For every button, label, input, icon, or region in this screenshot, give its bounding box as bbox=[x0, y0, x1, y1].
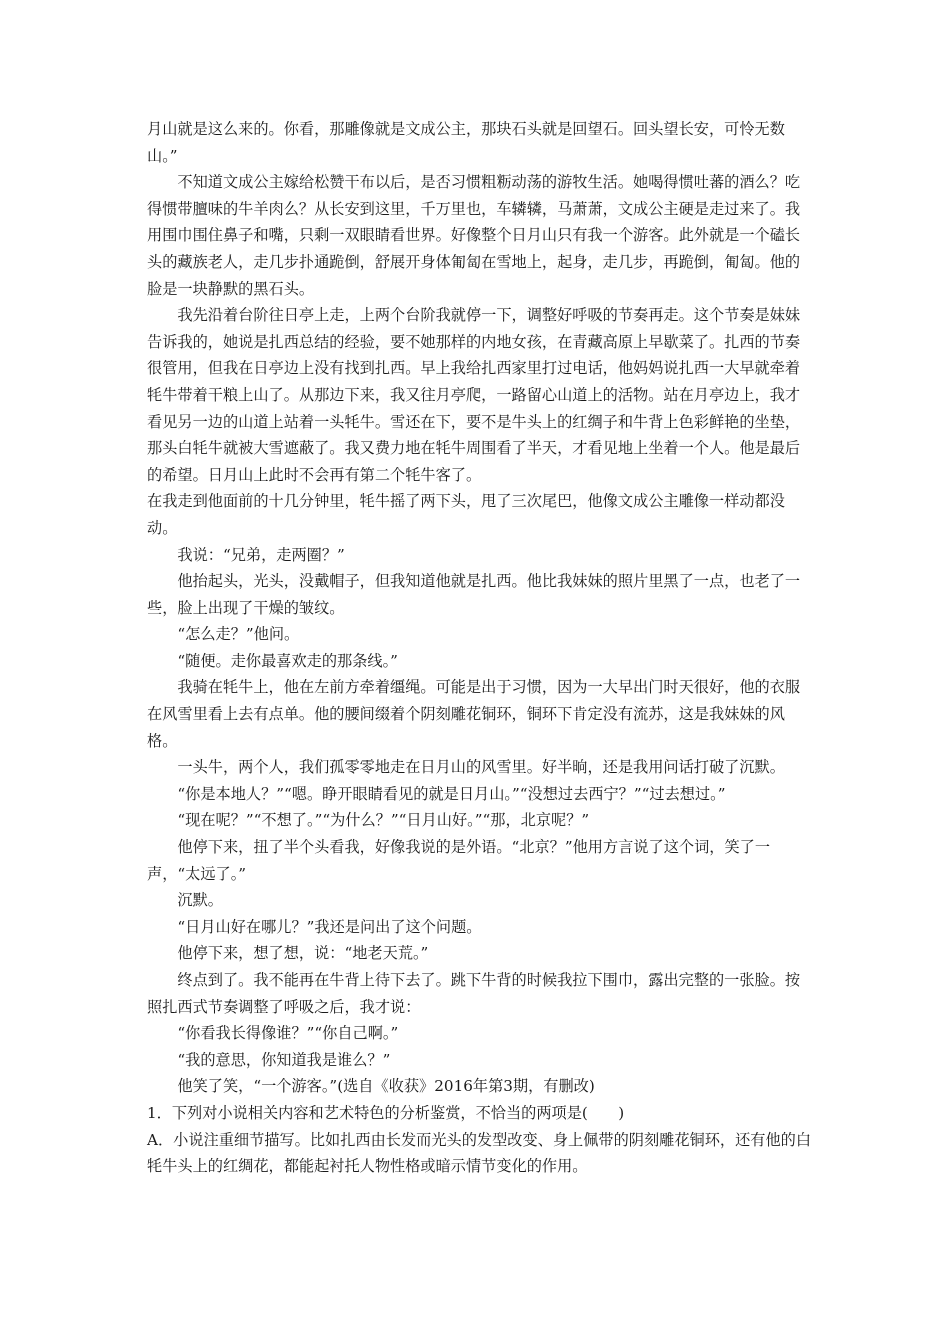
paragraph: “日月山好在哪儿？”我还是问出了这个问题。 bbox=[177, 917, 482, 936]
paragraph: 他停下来，想了想，说：“地老天荒。” bbox=[177, 944, 429, 963]
paragraph: 他停下来，扭了半个头看我，好像我说的是外语。“北京？”他用方言说了这个词，笑了一声，“太远了。” bbox=[147, 838, 771, 883]
paragraph: 沉默。 bbox=[177, 891, 223, 910]
answer-option-a: A．小说注重细节描写。比如扎西由长发而光头的发型改变、身上佩带的阴刻雕花铜环，还有他的白牦牛头上的红绸花，都能起衬托人物性格或暗示情节变化的作用。 bbox=[147, 1130, 812, 1176]
paragraph: 我说：“兄弟，走两圈？” bbox=[177, 545, 345, 564]
paragraph: 我先沿着台阶往日亭上走，上两个台阶我就停一下，调整好呼吸的节奏再走。这个节奏是妹妹告诉我的，她说是扎西总结的经验，要不她那样的内地女孩，在青藏高原上早歇菜了。扎西的节奏很管用，但我在日亭边上没有找到扎西。早上我给扎西家里打过电话，他妈妈说扎西一大早就牵着牦牛带着干粮上山了。从那边下来，我又往月亭爬，一路留心山道上的活物。站在月亭边上，我才看见另一边的山道上站着一头牦牛。雪还在下，要不是牛头上的红绸子和牛背上色彩鲜艳的坐垫，那头白牦牛就被大雪遮蔽了。我又费力地在牦牛周围看了半天，才看见地上坐着一个人。他是最后的希望。日月山上此时不会再有第二个牦牛客了。 bbox=[147, 306, 801, 484]
paragraph: “怎么走？”他问。 bbox=[177, 625, 300, 644]
paragraph: 一头牛，两个人，我们孤零零地走在日月山的风雪里。好半晌，还是我用问话打破了沉默。 bbox=[177, 758, 785, 777]
paragraph: “随便。走你最喜欢走的那条线。” bbox=[177, 651, 398, 670]
paragraph: “你是本地人？”“嗯。睁开眼睛看见的就是日月山。”“没想过去西宁？”“过去想过。” bbox=[177, 784, 726, 803]
question-stem: 1．下列对小说相关内容和艺术特色的分析鉴赏，不恰当的两项是( ) bbox=[147, 1103, 625, 1122]
paragraph: “现在呢？”“不想了。”“为什么？”“日月山好。”“那，北京呢？” bbox=[177, 811, 590, 830]
paragraph: “我的意思，你知道我是谁么？” bbox=[177, 1050, 391, 1069]
source-citation: 他笑了笑，“一个游客。”(选自《收获》2016年第3期，有删改) bbox=[177, 1077, 595, 1096]
paragraph: 不知道文成公主嫁给松赞干布以后，是否习惯粗粝动荡的游牧生活。她喝得惯吐蕃的酒么？吃得惯带膻味的牛羊肉么？从长安到这里，千万里也，车辚辚，马萧萧，文成公主硬是走过来了。我用围巾围住鼻子和嘴，只剩一双眼睛看世界。好像整个日月山只有我一个游客。此外就是一个磕长头的藏族老人，走几步扑通跪倒，舒展开身体匍匐在雪地上，起身，走几步，再跪倒，匍匐。他的脸是一块静默的黑石头。 bbox=[147, 173, 801, 298]
paragraph: 我骑在牦牛上，他在左前方牵着缰绳。可能是出于习惯，因为一大早出门时天很好，他的衣服在风雪里看上去有点单。他的腰间缀着个阴刻雕花铜环，铜环下肯定没有流苏，这是我妹妹的风格。 bbox=[147, 678, 801, 750]
paragraph: 终点到了。我不能再在牛背上待下去了。跳下牛背的时候我拉下围巾，露出完整的一张脸。按照扎西式节奏调整了呼吸之后，我才说： bbox=[147, 971, 801, 1016]
paragraph: 在我走到他面前的十几分钟里，牦牛摇了两下头，甩了三次尾巴，他像文成公主雕像一样动都没动。 bbox=[147, 492, 785, 537]
paragraph: 他抬起头，光头，没戴帽子，但我知道他就是扎西。他比我妹妹的照片里黑了一点，也老了一些，脸上出现了干燥的皱纹。 bbox=[147, 572, 801, 617]
paragraph: 月山就是这么来的。你看，那雕像就是文成公主，那块石头就是回望石。回头望长安，可怜无数山。” bbox=[147, 120, 785, 165]
text-body bbox=[147, 116, 813, 1180]
paragraph: “你看我长得像谁？”“你自己啊。” bbox=[177, 1024, 399, 1043]
